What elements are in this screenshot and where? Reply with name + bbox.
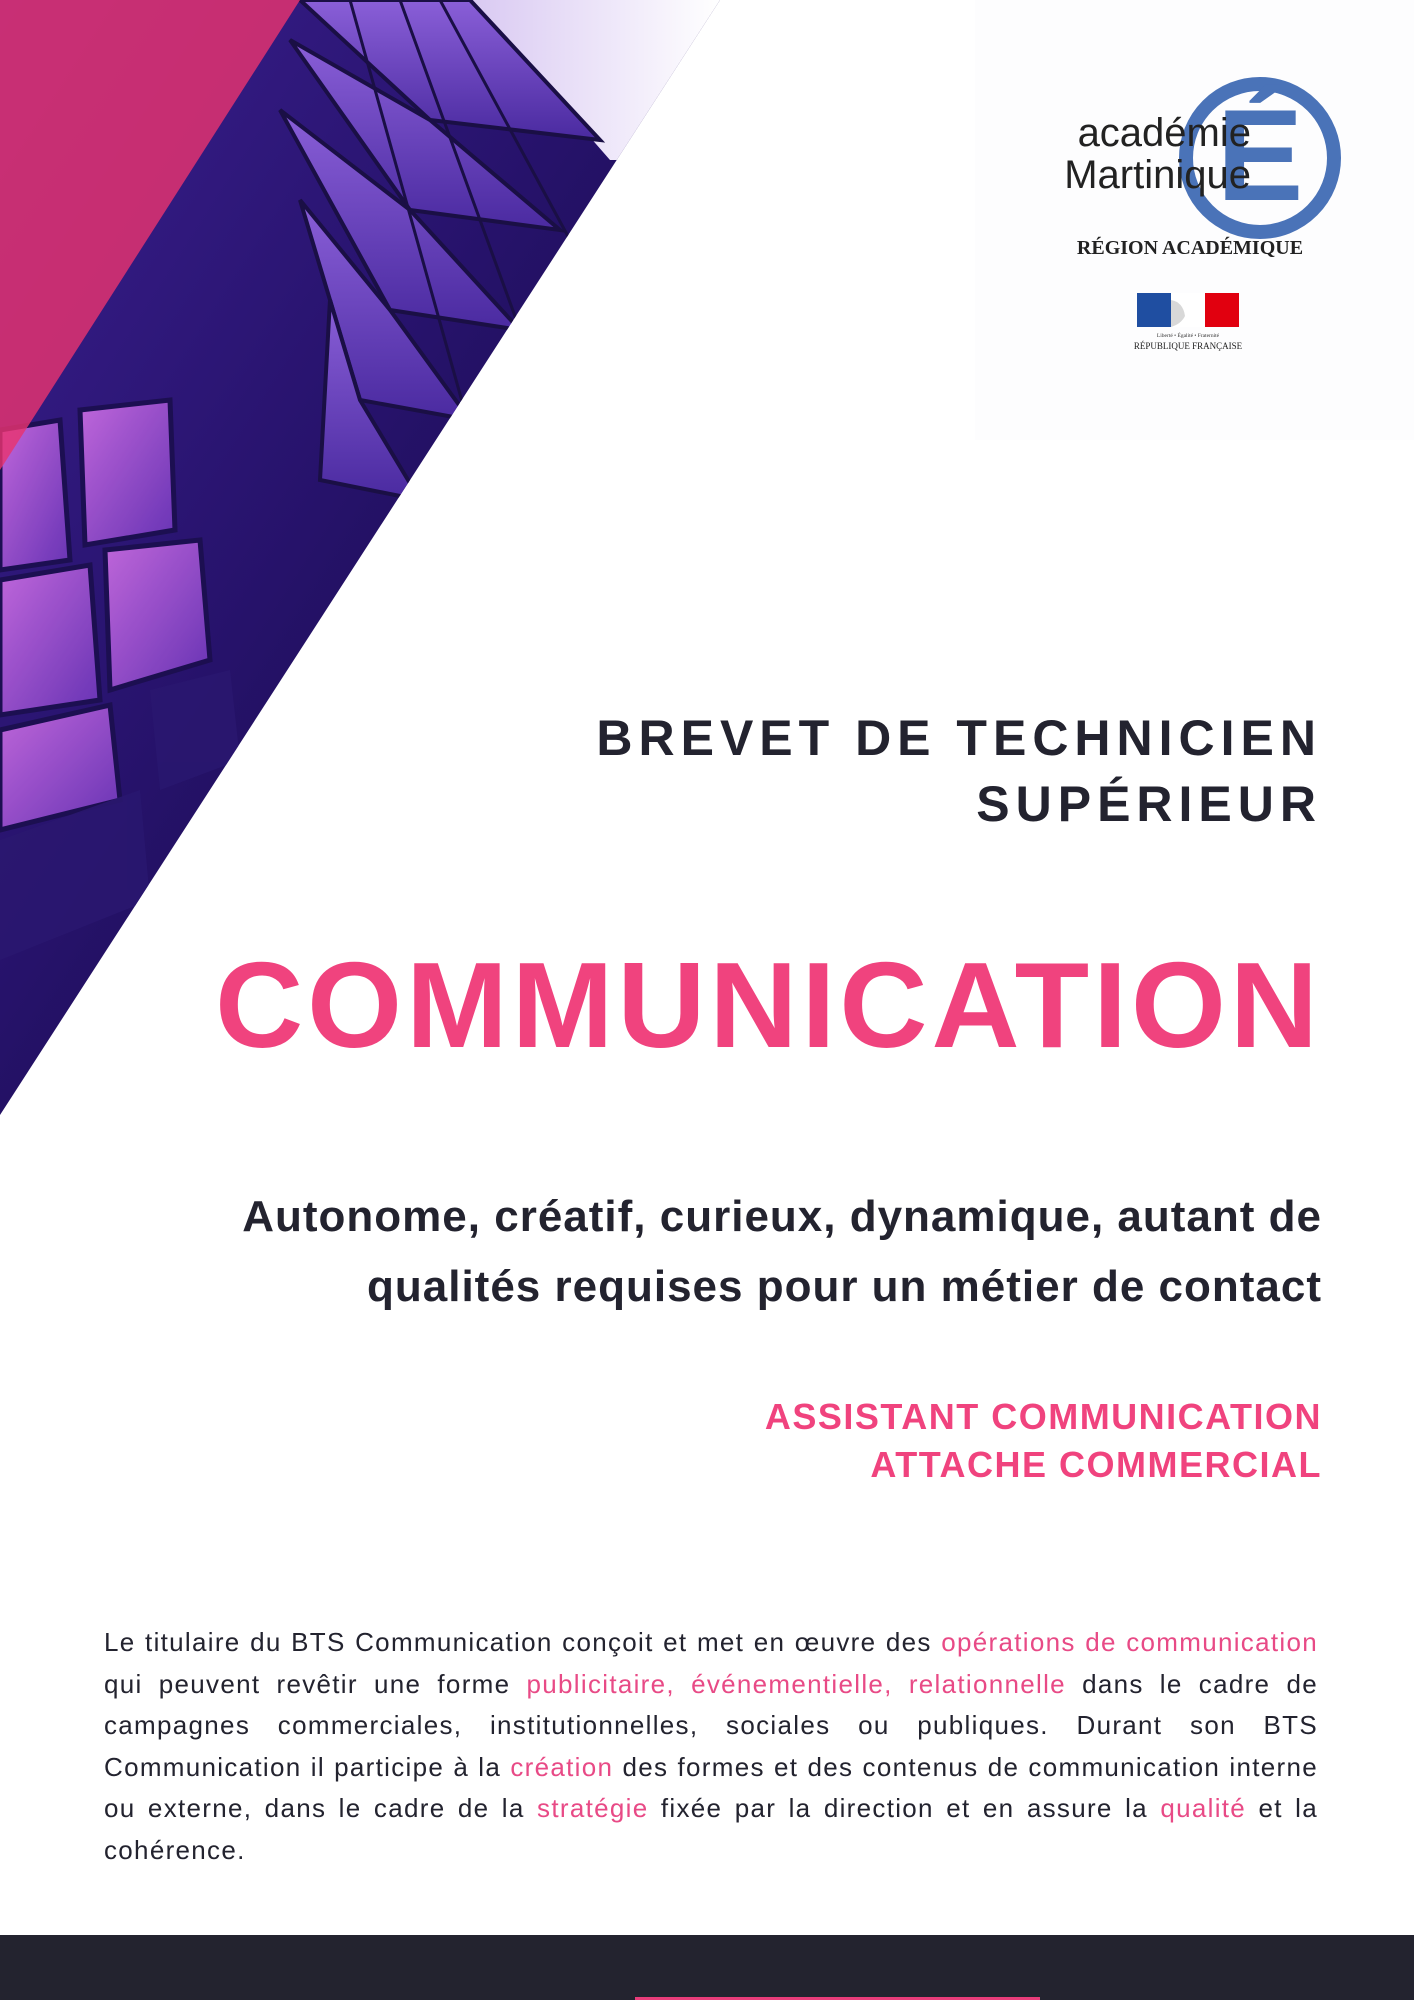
page-title: COMMUNICATION: [215, 937, 1322, 1073]
career-item: ASSISTANT COMMUNICATION: [764, 1396, 1322, 1437]
academie-logo-letter: É: [1216, 82, 1304, 228]
highlight-strategie: stratégie: [537, 1793, 649, 1823]
logo-panel: [975, 0, 1414, 440]
academie-logo-line1: académie: [1077, 111, 1251, 155]
footer-bar: [0, 1935, 1414, 2000]
text-segment: des formes et des contenus de communication interne ou externe, dans le cadre de la: [104, 1751, 1318, 1823]
tagline-line1: Autonome, créatif, curieux, dynamique, autant de: [242, 1192, 1322, 1241]
career-list: [322, 1393, 1322, 1489]
academie-logo-line2: Martinique: [1064, 153, 1251, 197]
republique-francaise-logo: [1134, 293, 1243, 351]
academie-logo: [975, 0, 1414, 440]
text-segment: dans le cadre de campagnes commerciales, institutionnelles, sociales ou publiques. Durant son BTS Communication il participe à la: [104, 1668, 1318, 1782]
career-item: ATTACHE COMMERCIAL: [870, 1444, 1322, 1485]
kicker-line1: BREVET DE TECHNICIEN: [596, 710, 1322, 766]
description-paragraph: [104, 1622, 1318, 1871]
text-segment: qui peuvent revêtir une forme: [104, 1668, 527, 1699]
tagline: [122, 1182, 1322, 1322]
text-segment: et la cohérence.: [104, 1793, 1319, 1865]
republique-francaise-label: RÉPUBLIQUE FRANÇAISE: [1133, 341, 1243, 351]
highlight-forms: publicitaire, événementielle, relationnelle: [526, 1668, 1066, 1699]
highlight-operations: opérations de communication: [941, 1627, 1318, 1657]
text-segment: Le titulaire du BTS Communication conçoit et met en œuvre des: [104, 1627, 942, 1657]
highlight-qualite: qualité: [1160, 1793, 1247, 1823]
region-academique-label: RÉGION ACADÉMIQUE: [1076, 237, 1304, 259]
kicker-line2: SUPÉRIEUR: [976, 776, 1322, 832]
text-segment: fixée par la direction et en assure la: [648, 1793, 1161, 1823]
highlight-creation: création: [510, 1751, 614, 1782]
diploma-kicker: [422, 705, 1322, 837]
tagline-line2: qualités requises pour un métier de contact: [367, 1262, 1322, 1311]
republique-motto: Liberté • Égalité • Fraternité: [1156, 333, 1220, 339]
